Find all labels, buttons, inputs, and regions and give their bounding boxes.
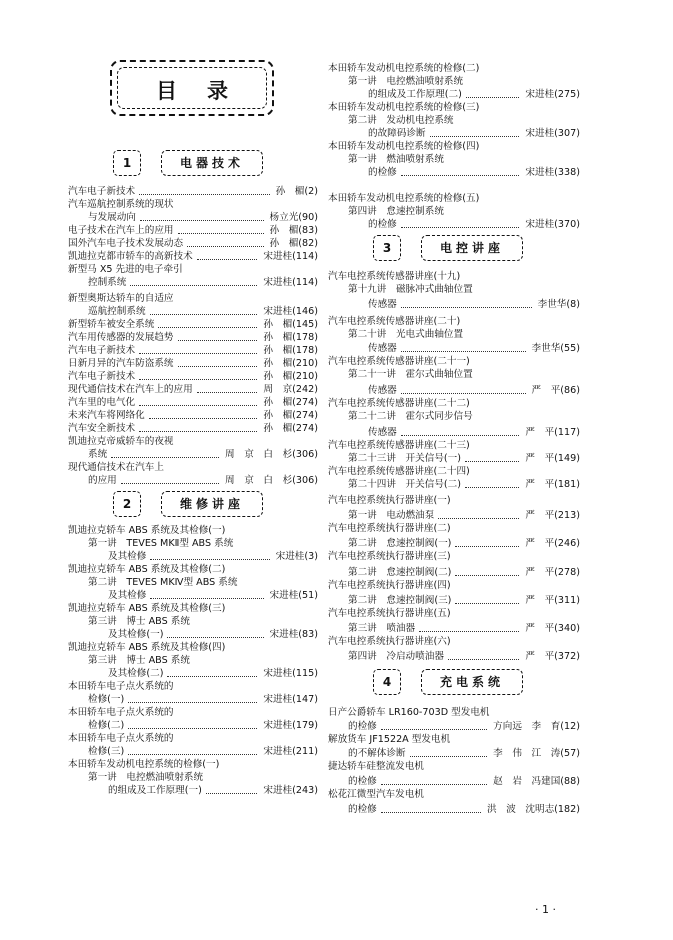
toc-entry-title: 汽车安全新技术	[68, 423, 136, 434]
toc-entry-title: 控制系统	[88, 277, 127, 288]
toc-entry-title: 传感器	[368, 427, 397, 438]
toc-entry-title: 捷达轿车硅整流发电机	[328, 761, 424, 772]
toc-entry-title: 第十九讲 磁脉冲式曲轴位置	[348, 284, 473, 295]
toc-entry-author-page: 严 平(149)	[525, 453, 580, 464]
toc-entry	[68, 524, 318, 537]
section-header	[113, 150, 273, 176]
toc-leader-dots	[139, 396, 257, 406]
toc-entry	[108, 628, 318, 641]
toc-leader-dots	[139, 370, 257, 380]
toc-entry-title: 国外汽车电子技术发展动态	[68, 238, 184, 249]
toc-entry-title: 及其检修(一)	[108, 629, 164, 640]
toc-entry	[328, 397, 580, 410]
toc-leader-dots	[130, 276, 257, 286]
toc-entry-author-page: 严 平(213)	[525, 510, 580, 521]
toc-entry-title: 的不解体诊断	[348, 748, 406, 759]
toc-entry-title: 汽车用传感器的发展趋势	[68, 332, 174, 343]
toc-leader-dots	[178, 357, 257, 367]
page-title: 目录	[156, 78, 258, 103]
toc-entry-author-page: 严 平(372)	[525, 651, 580, 662]
toc-leader-dots	[197, 383, 257, 393]
toc-entry-title: 第四讲 怠速控制系统	[348, 206, 444, 217]
toc-entry	[328, 465, 580, 478]
toc-entry	[68, 563, 318, 576]
toc-entry	[88, 474, 318, 487]
toc-entry-author-page: 宋进桂(338)	[525, 167, 580, 178]
toc-entry-author-page: 周 京(242)	[263, 384, 318, 395]
toc-entry-title: 凯迪拉克轿车 ABS 系统及其检修(四)	[68, 642, 226, 653]
toc-entry-title: 汽车电控系统传感器讲座(二十三)	[328, 440, 470, 451]
toc-leader-dots	[419, 622, 519, 632]
toc-entry-title: 汽车电控系统传感器讲座(二十)	[328, 316, 461, 327]
toc-leader-dots	[128, 719, 257, 729]
toc-leader-dots	[401, 384, 526, 394]
toc-entry-author-page: 孙 楣(178)	[263, 332, 318, 343]
toc-entry	[68, 331, 318, 344]
toc-entry-title: 汽车电子新技术	[68, 345, 136, 356]
toc-entry	[68, 641, 318, 654]
toc-entry	[68, 250, 318, 263]
toc-entry-author-page: 李世华(55)	[531, 343, 580, 354]
toc-entry-author-page: 孙 楣(2)	[275, 186, 318, 197]
toc-entry-title: 第二讲 发动机电控系统	[348, 115, 454, 126]
toc-entry-title: 汽车电控系统执行器讲座(六)	[328, 636, 451, 647]
toc-entry-author-page: 周 京 白 杉(306)	[225, 475, 318, 486]
toc-entry	[348, 622, 580, 635]
toc-leader-dots	[410, 747, 487, 757]
toc-entry	[68, 237, 318, 250]
toc-leader-dots	[401, 342, 526, 352]
toc-leader-dots	[206, 784, 257, 794]
toc-entry	[348, 650, 580, 663]
toc-entry-author-page: 宋进桂(51)	[269, 590, 318, 601]
toc-entry	[348, 205, 580, 218]
toc-leader-dots	[381, 775, 487, 785]
toc-entry-title: 新型轿车被安全系统	[68, 319, 155, 330]
toc-leader-dots	[139, 422, 257, 432]
toc-entry-title: 第一讲 电动燃油泵	[348, 510, 435, 521]
toc-entry-title: 巡航控制系统	[88, 306, 146, 317]
toc-entry-title: 本田轿车发动机电控系统的检修(一)	[68, 759, 220, 770]
toc-entry	[68, 396, 318, 409]
toc-entry-title: 电子技术在汽车上的应用	[68, 225, 174, 236]
toc-entry	[368, 426, 580, 439]
toc-entry-title: 第一讲 电控燃油喷射系统	[348, 76, 464, 87]
toc-entry-title: 本田轿车电子点火系统的	[68, 733, 174, 744]
toc-leader-dots	[455, 537, 519, 547]
toc-entry-title: 汽车里的电气化	[68, 397, 136, 408]
toc-entry	[88, 771, 318, 784]
toc-entry	[108, 550, 318, 563]
toc-entry-title: 及其检修(二)	[108, 668, 164, 679]
toc-leader-dots	[187, 237, 264, 247]
toc-entry-title: 第二讲 怠速控制阀(二)	[348, 567, 452, 578]
toc-entry-title: 现代通信技术在汽车上	[68, 462, 164, 473]
toc-entry-title: 凯迪拉克都市轿车的高新技术	[68, 251, 193, 262]
toc-entry-author-page: 严 平(311)	[525, 595, 580, 606]
toc-entry	[108, 784, 318, 797]
toc-entry-title: 汽车电控系统传感器讲座(十九)	[328, 271, 461, 282]
toc-entry-title: 及其检修	[108, 551, 147, 562]
toc-leader-dots	[455, 594, 519, 604]
toc-entry-title: 汽车电控系统执行器讲座(五)	[328, 608, 451, 619]
toc-entry-title: 本田轿车发动机电控系统的检修(三)	[328, 102, 480, 113]
toc-entry	[68, 292, 318, 305]
toc-entry	[68, 461, 318, 474]
toc-entry	[88, 719, 318, 732]
toc-entry-title: 汽车电子新技术	[68, 186, 136, 197]
toc-entry-title: 第二十四讲 开关信号(二)	[348, 479, 462, 490]
toc-entry	[88, 305, 318, 318]
toc-entry-author-page: 周 京 白 杉(306)	[225, 449, 318, 460]
toc-leader-dots	[178, 224, 264, 234]
toc-entry-author-page: 宋进桂(3)	[275, 551, 318, 562]
toc-leader-dots	[178, 331, 257, 341]
toc-leader-dots	[466, 88, 519, 98]
toc-entry	[68, 370, 318, 383]
toc-entry-title: 汽车电控系统执行器讲座(二)	[328, 523, 451, 534]
toc-entry-author-page: 孙 楣(83)	[269, 225, 318, 236]
toc-entry	[328, 550, 580, 563]
toc-entry-author-page: 宋进桂(243)	[263, 785, 318, 796]
toc-entry	[88, 537, 318, 550]
toc-entry	[348, 368, 580, 381]
toc-entry-title: 凯迪拉克轿车 ABS 系统及其检修(三)	[68, 603, 226, 614]
toc-entry-author-page: 宋进桂(179)	[263, 720, 318, 731]
toc-entry-title: 第三讲 博士 ABS 系统	[88, 616, 190, 627]
section-title: 电器技术	[161, 150, 263, 176]
toc-entry-author-page: 严 平(181)	[525, 479, 580, 490]
toc-entry	[328, 494, 580, 507]
toc-entry	[328, 706, 580, 719]
toc-leader-dots	[438, 509, 519, 519]
toc-entry-author-page: 李 伟 江 涛(57)	[493, 748, 580, 759]
toc-entry	[328, 788, 580, 801]
toc-entry	[348, 720, 580, 733]
toc-entry-author-page: 宋进桂(115)	[263, 668, 318, 679]
toc-entry-author-page: 杨立光(90)	[269, 212, 318, 223]
toc-entry-author-page: 宋进桂(275)	[525, 89, 580, 100]
toc-leader-dots	[401, 166, 519, 176]
toc-entry	[68, 758, 318, 771]
toc-entry-author-page: 严 平(117)	[525, 427, 580, 438]
toc-leader-dots	[465, 452, 519, 462]
toc-entry	[68, 732, 318, 745]
toc-entry-author-page: 洪 波 沈明志(182)	[487, 804, 580, 815]
toc-entry	[68, 198, 318, 211]
toc-leader-dots	[139, 344, 257, 354]
section-header	[113, 491, 273, 517]
toc-entry	[348, 452, 580, 465]
toc-entry-title: 传感器	[368, 385, 397, 396]
toc-leader-dots	[455, 566, 519, 576]
toc-entry-title: 本田轿车发动机电控系统的检修(五)	[328, 193, 480, 204]
toc-leader-dots	[167, 667, 257, 677]
toc-entry-author-page: 孙 楣(82)	[269, 238, 318, 249]
toc-entry-author-page: 孙 楣(210)	[263, 371, 318, 382]
toc-entry-author-page: 宋进桂(147)	[263, 694, 318, 705]
toc-entry-title: 的组成及工作原理(一)	[108, 785, 202, 796]
toc-entry-title: 凯迪拉克帝威轿车的夜视	[68, 436, 174, 447]
toc-leader-dots	[448, 650, 519, 660]
toc-entry-title: 解放货车 JF1522A 型发电机	[328, 734, 451, 745]
section-title: 电控讲座	[421, 235, 523, 261]
toc-entry-title: 汽车电控系统传感器讲座(二十四)	[328, 466, 470, 477]
toc-entry-title: 第二讲 怠速控制阀(一)	[348, 538, 452, 549]
toc-entry-title: 检修(一)	[88, 694, 125, 705]
toc-entry-title: 第四讲 冷启动喷油器	[348, 651, 444, 662]
toc-entry	[348, 114, 580, 127]
section-title: 维修讲座	[161, 491, 263, 517]
toc-entry	[328, 733, 580, 746]
toc-entry-title: 本田轿车发动机电控系统的检修(四)	[328, 141, 480, 152]
toc-entry-author-page: 赵 岩 冯建国(88)	[493, 776, 580, 787]
toc-entry-author-page: 孙 楣(145)	[263, 319, 318, 330]
toc-entry-author-page: 宋进桂(146)	[263, 306, 318, 317]
toc-entry-author-page: 孙 楣(274)	[263, 397, 318, 408]
toc-entry-title: 的故障码诊断	[368, 128, 426, 139]
toc-entry-author-page: 宋进桂(307)	[525, 128, 580, 139]
toc-entry	[348, 509, 580, 522]
toc-entry-title: 日新月异的汽车防盗系统	[68, 358, 174, 369]
toc-entry	[68, 422, 318, 435]
toc-entry-title: 第二十一讲 霍尔式曲轴位置	[348, 369, 473, 380]
toc-entry-title: 未来汽车将网络化	[68, 410, 145, 421]
toc-entry-title: 的检修	[348, 776, 377, 787]
toc-entry	[348, 75, 580, 88]
toc-entry	[108, 667, 318, 680]
toc-leader-dots	[139, 185, 270, 195]
toc-entry	[348, 153, 580, 166]
toc-entry	[348, 283, 580, 296]
toc-entry	[328, 579, 580, 592]
toc-entry	[68, 318, 318, 331]
toc-leader-dots	[140, 211, 264, 221]
toc-leader-dots	[128, 745, 257, 755]
toc-entry	[368, 88, 580, 101]
toc-entry	[328, 62, 580, 75]
toc-leader-dots	[465, 478, 519, 488]
toc-entry-title: 新型马 X5 先进的电子牵引	[68, 264, 183, 275]
toc-entry-author-page: 李世华(8)	[537, 299, 580, 310]
toc-entry-title: 第一讲 TEVES MKⅡ型 ABS 系统	[88, 538, 234, 549]
toc-leader-dots	[197, 250, 257, 260]
section-number: 2	[113, 491, 141, 517]
toc-entry	[348, 594, 580, 607]
toc-entry-title: 的组成及工作原理(二)	[368, 89, 462, 100]
toc-entry	[68, 344, 318, 357]
toc-entry	[68, 602, 318, 615]
toc-entry-title: 第二十讲 光电式曲轴位置	[348, 329, 464, 340]
toc-entry-title: 检修(二)	[88, 720, 125, 731]
toc-entry-title: 的检修	[348, 721, 377, 732]
toc-entry	[348, 537, 580, 550]
toc-entry	[68, 435, 318, 448]
toc-entry	[328, 270, 580, 283]
toc-entry-title: 凯迪拉克轿车 ABS 系统及其检修(二)	[68, 564, 226, 575]
toc-entry	[348, 747, 580, 760]
toc-leader-dots	[149, 409, 257, 419]
toc-entry	[368, 298, 580, 311]
toc-leader-dots	[150, 589, 264, 599]
toc-entry	[68, 185, 318, 198]
toc-entry	[348, 566, 580, 579]
toc-entry-title: 第二十二讲 霍尔式同步信号	[348, 411, 473, 422]
toc-entry	[328, 101, 580, 114]
toc-entry-title: 第三讲 喷油器	[348, 623, 416, 634]
toc-entry	[88, 576, 318, 589]
toc-entry	[328, 355, 580, 368]
toc-entry	[328, 140, 580, 153]
toc-entry	[348, 478, 580, 491]
toc-entry-title: 的检修	[368, 167, 397, 178]
toc-entry-title: 与发展动向	[88, 212, 136, 223]
toc-entry-author-page: 宋进桂(211)	[263, 746, 318, 757]
toc-entry	[328, 315, 580, 328]
toc-entry	[368, 127, 580, 140]
toc-entry-title: 第二讲 TEVES MKⅣ型 ABS 系统	[88, 577, 238, 588]
toc-leader-dots	[158, 318, 257, 328]
toc-entry	[368, 384, 580, 397]
toc-entry	[88, 745, 318, 758]
toc-entry-title: 的应用	[88, 475, 117, 486]
toc-entry-title: 汽车电控系统传感器讲座(二十二)	[328, 398, 470, 409]
toc-entry	[368, 218, 580, 231]
toc-entry-title: 第三讲 博士 ABS 系统	[88, 655, 190, 666]
toc-entry-title: 汽车电子新技术	[68, 371, 136, 382]
toc-entry	[328, 607, 580, 620]
toc-entry-author-page: 宋进桂(114)	[263, 277, 318, 288]
toc-entry-author-page: 宋进桂(370)	[525, 219, 580, 230]
toc-entry-author-page: 严 平(86)	[531, 385, 580, 396]
toc-entry	[328, 760, 580, 773]
toc-leader-dots	[401, 218, 519, 228]
toc-entry-title: 的检修	[348, 804, 377, 815]
toc-entry-title: 传感器	[368, 343, 397, 354]
toc-entry	[68, 383, 318, 396]
toc-entry	[68, 263, 318, 276]
toc-entry-title: 汽车电控系统执行器讲座(四)	[328, 580, 451, 591]
toc-entry	[108, 589, 318, 602]
toc-entry-title: 松花江微型汽车发电机	[328, 789, 424, 800]
toc-entry	[348, 410, 580, 423]
toc-leader-dots	[381, 720, 487, 730]
page-number: · 1 ·	[535, 903, 556, 916]
section-number: 4	[373, 669, 401, 695]
toc-entry	[68, 224, 318, 237]
toc-entry-title: 汽车电控系统执行器讲座(三)	[328, 551, 451, 562]
toc-leader-dots	[128, 693, 257, 703]
section-number: 1	[113, 150, 141, 176]
toc-leader-dots	[121, 474, 219, 484]
toc-entry	[328, 522, 580, 535]
section-header	[373, 235, 533, 261]
toc-leader-dots	[401, 426, 519, 436]
toc-entry-author-page: 宋进桂(83)	[269, 629, 318, 640]
toc-entry-title: 及其检修	[108, 590, 147, 601]
toc-leader-dots	[150, 305, 257, 315]
toc-entry	[88, 615, 318, 628]
toc-entry-author-page: 严 平(246)	[525, 538, 580, 549]
toc-entry	[88, 654, 318, 667]
toc-entry	[88, 276, 318, 289]
toc-entry	[368, 166, 580, 179]
toc-entry-title: 汽车电控系统传感器讲座(二十一)	[328, 356, 470, 367]
section-header	[373, 669, 533, 695]
toc-entry-author-page: 方向远 李 育(12)	[493, 721, 580, 732]
toc-entry	[348, 775, 580, 788]
toc-entry-title: 本田轿车电子点火系统的	[68, 707, 174, 718]
toc-entry-title: 第二十三讲 开关信号(一)	[348, 453, 462, 464]
toc-entry	[68, 680, 318, 693]
toc-entry	[368, 342, 580, 355]
toc-leader-dots	[150, 550, 270, 560]
toc-entry	[328, 439, 580, 452]
toc-title-frame	[110, 60, 274, 116]
toc-entry	[88, 693, 318, 706]
toc-entry	[68, 409, 318, 422]
toc-entry-title: 凯迪拉克轿车 ABS 系统及其检修(一)	[68, 525, 226, 536]
toc-entry-title: 本田轿车电子点火系统的	[68, 681, 174, 692]
toc-leader-dots	[430, 127, 519, 137]
toc-entry	[328, 192, 580, 205]
toc-entry	[348, 328, 580, 341]
toc-entry-author-page: 孙 楣(210)	[263, 358, 318, 369]
toc-entry-title: 本田轿车发动机电控系统的检修(二)	[328, 63, 480, 74]
section-title: 充电系统	[421, 669, 523, 695]
toc-entry-author-page: 宋进桂(114)	[263, 251, 318, 262]
toc-entry-title: 的检修	[368, 219, 397, 230]
toc-entry-author-page: 孙 楣(274)	[263, 423, 318, 434]
toc-leader-dots	[111, 448, 219, 458]
toc-entry	[68, 357, 318, 370]
toc-entry-title: 新型奥斯达轿车的自适应	[68, 293, 174, 304]
toc-entry-title: 第二讲 怠速控制阀(三)	[348, 595, 452, 606]
toc-entry	[88, 448, 318, 461]
toc-entry-title: 检修(三)	[88, 746, 125, 757]
section-number: 3	[373, 235, 401, 261]
toc-entry-title: 汽车巡航控制系统的现状	[68, 199, 174, 210]
toc-entry-title: 传感器	[368, 299, 397, 310]
toc-entry	[348, 803, 580, 816]
toc-leader-dots	[381, 803, 481, 813]
toc-entry-title: 第一讲 燃油喷射系统	[348, 154, 444, 165]
toc-entry	[328, 635, 580, 648]
toc-entry-author-page: 孙 楣(274)	[263, 410, 318, 421]
toc-leader-dots	[167, 628, 264, 638]
toc-entry-title: 汽车电控系统执行器讲座(一)	[328, 495, 451, 506]
toc-entry-author-page: 严 平(278)	[525, 567, 580, 578]
toc-leader-dots	[401, 298, 532, 308]
toc-entry-author-page: 孙 楣(178)	[263, 345, 318, 356]
toc-entry-author-page: 严 平(340)	[525, 623, 580, 634]
toc-entry	[68, 706, 318, 719]
toc-entry	[88, 211, 318, 224]
toc-entry-title: 日产公爵轿车 LR160-703D 型发电机	[328, 707, 490, 718]
toc-entry-title: 现代通信技术在汽车上的应用	[68, 384, 193, 395]
toc-entry-title: 系统	[88, 449, 108, 460]
toc-entry-title: 第一讲 电控燃油喷射系统	[88, 772, 204, 783]
